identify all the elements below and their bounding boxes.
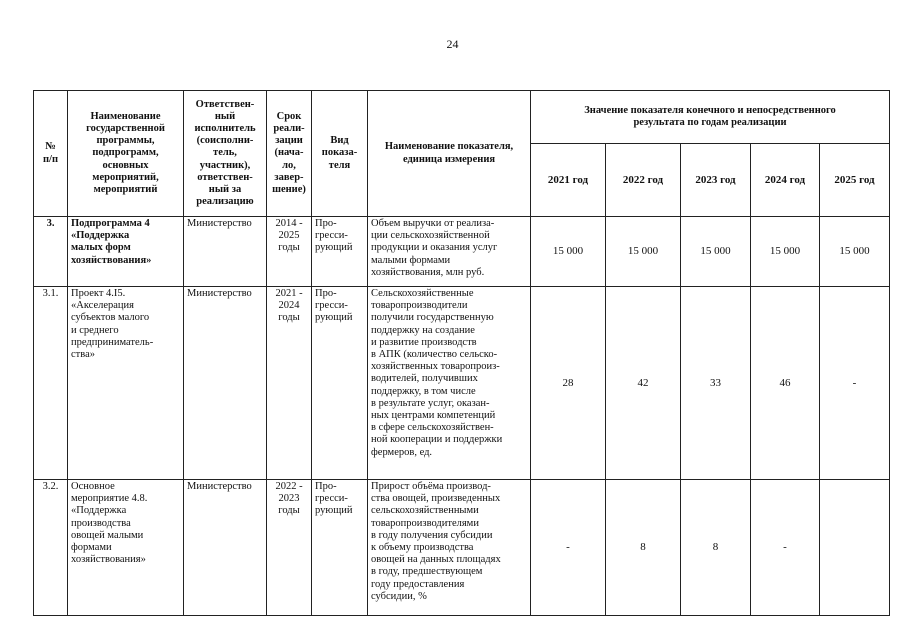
row-value-2022: 42 [606, 287, 681, 480]
row-value-2023: 15 000 [681, 217, 751, 287]
row-program: Подпрограмма 4 «Поддержка малых форм хозяйствования» [68, 217, 184, 287]
header-year-2023: 2023 год [681, 144, 751, 217]
row-program: Основное мероприятие 4.8. «Поддержка производства овощей малыми формами хозяйствования» [68, 480, 184, 616]
indicators-table [33, 90, 890, 616]
row-type: Про- гресси- рующий [312, 217, 368, 287]
row-executor: Министерство [184, 217, 267, 287]
row-term: 2014 - 2025 годы [267, 217, 312, 287]
row-type: Про- гресси- рующий [312, 287, 368, 480]
row-value-2023: 8 [681, 480, 751, 616]
row-value-2021: 28 [531, 287, 606, 480]
row-value-2024: - [751, 480, 820, 616]
header-executor: Ответствен- ный исполнитель (соисполни- тель, участник), ответствен- ный за реализацию [184, 91, 267, 217]
table-row [34, 287, 890, 480]
header-indicator: Наименование показателя, единица измерения [368, 91, 531, 217]
row-num: 3.2. [34, 480, 68, 616]
header-term: Срок реали- зации (нача- ло, завер- шение) [267, 91, 312, 217]
row-indicator: Объем выручки от реализа- ции сельскохозяйственной продукции и оказания услуг малыми формами хозяйствования, млн руб. [368, 217, 531, 287]
row-value-2024: 46 [751, 287, 820, 480]
table-row [34, 480, 890, 616]
row-executor: Министерство [184, 480, 267, 616]
header-type: Вид показа- теля [312, 91, 368, 217]
header-year-2025: 2025 год [820, 144, 890, 217]
row-program: Проект 4.I5. «Акселерация субъектов малого и среднего предприниматель- ства» [68, 287, 184, 480]
row-term: 2022 - 2023 годы [267, 480, 312, 616]
row-type: Про- гресси- рующий [312, 480, 368, 616]
header-values-group: Значение показателя конечного и непосредственного результата по годам реализации [531, 91, 890, 144]
row-value-2022: 15 000 [606, 217, 681, 287]
row-value-2025: - [820, 287, 890, 480]
header-program: Наименование государственной программы, подпрограмм, основных мероприятий, мероприятий [68, 91, 184, 217]
row-value-2021: 15 000 [531, 217, 606, 287]
page-number: 24 [446, 37, 459, 51]
row-indicator: Сельскохозяйственные товаропроизводители получили государственную поддержку на создание и развитие производств в АПК (количество сельско- хозяйственных товаропроиз- водителей, получивших поддержку, в том числе в результате услуг, оказан- ных центрами компетенций в сфере сельскохозяйствен- ной кооперации и поддержки фермеров, ед. [368, 287, 531, 480]
header-num: № п/п [34, 91, 68, 217]
row-indicator: Прирост объёма производ- ства овощей, произведенных сельскохозяйственными товаропроизводителями в году получения субсидии к объему производства овощей на данных площадях в году, предшествующем году предоставления субсидии, % [368, 480, 531, 616]
row-executor: Министерство [184, 287, 267, 480]
row-num: 3. [34, 217, 68, 287]
header-year-2022: 2022 год [606, 144, 681, 217]
row-value-2025 [820, 480, 890, 616]
row-value-2022: 8 [606, 480, 681, 616]
header-year-2024: 2024 год [751, 144, 820, 217]
table-row [34, 217, 890, 287]
header-row-1 [34, 91, 890, 144]
header-year-2021: 2021 год [531, 144, 606, 217]
row-term: 2021 - 2024 годы [267, 287, 312, 480]
row-value-2021: - [531, 480, 606, 616]
row-value-2024: 15 000 [751, 217, 820, 287]
row-num: 3.1. [34, 287, 68, 480]
row-value-2023: 33 [681, 287, 751, 480]
row-value-2025: 15 000 [820, 217, 890, 287]
